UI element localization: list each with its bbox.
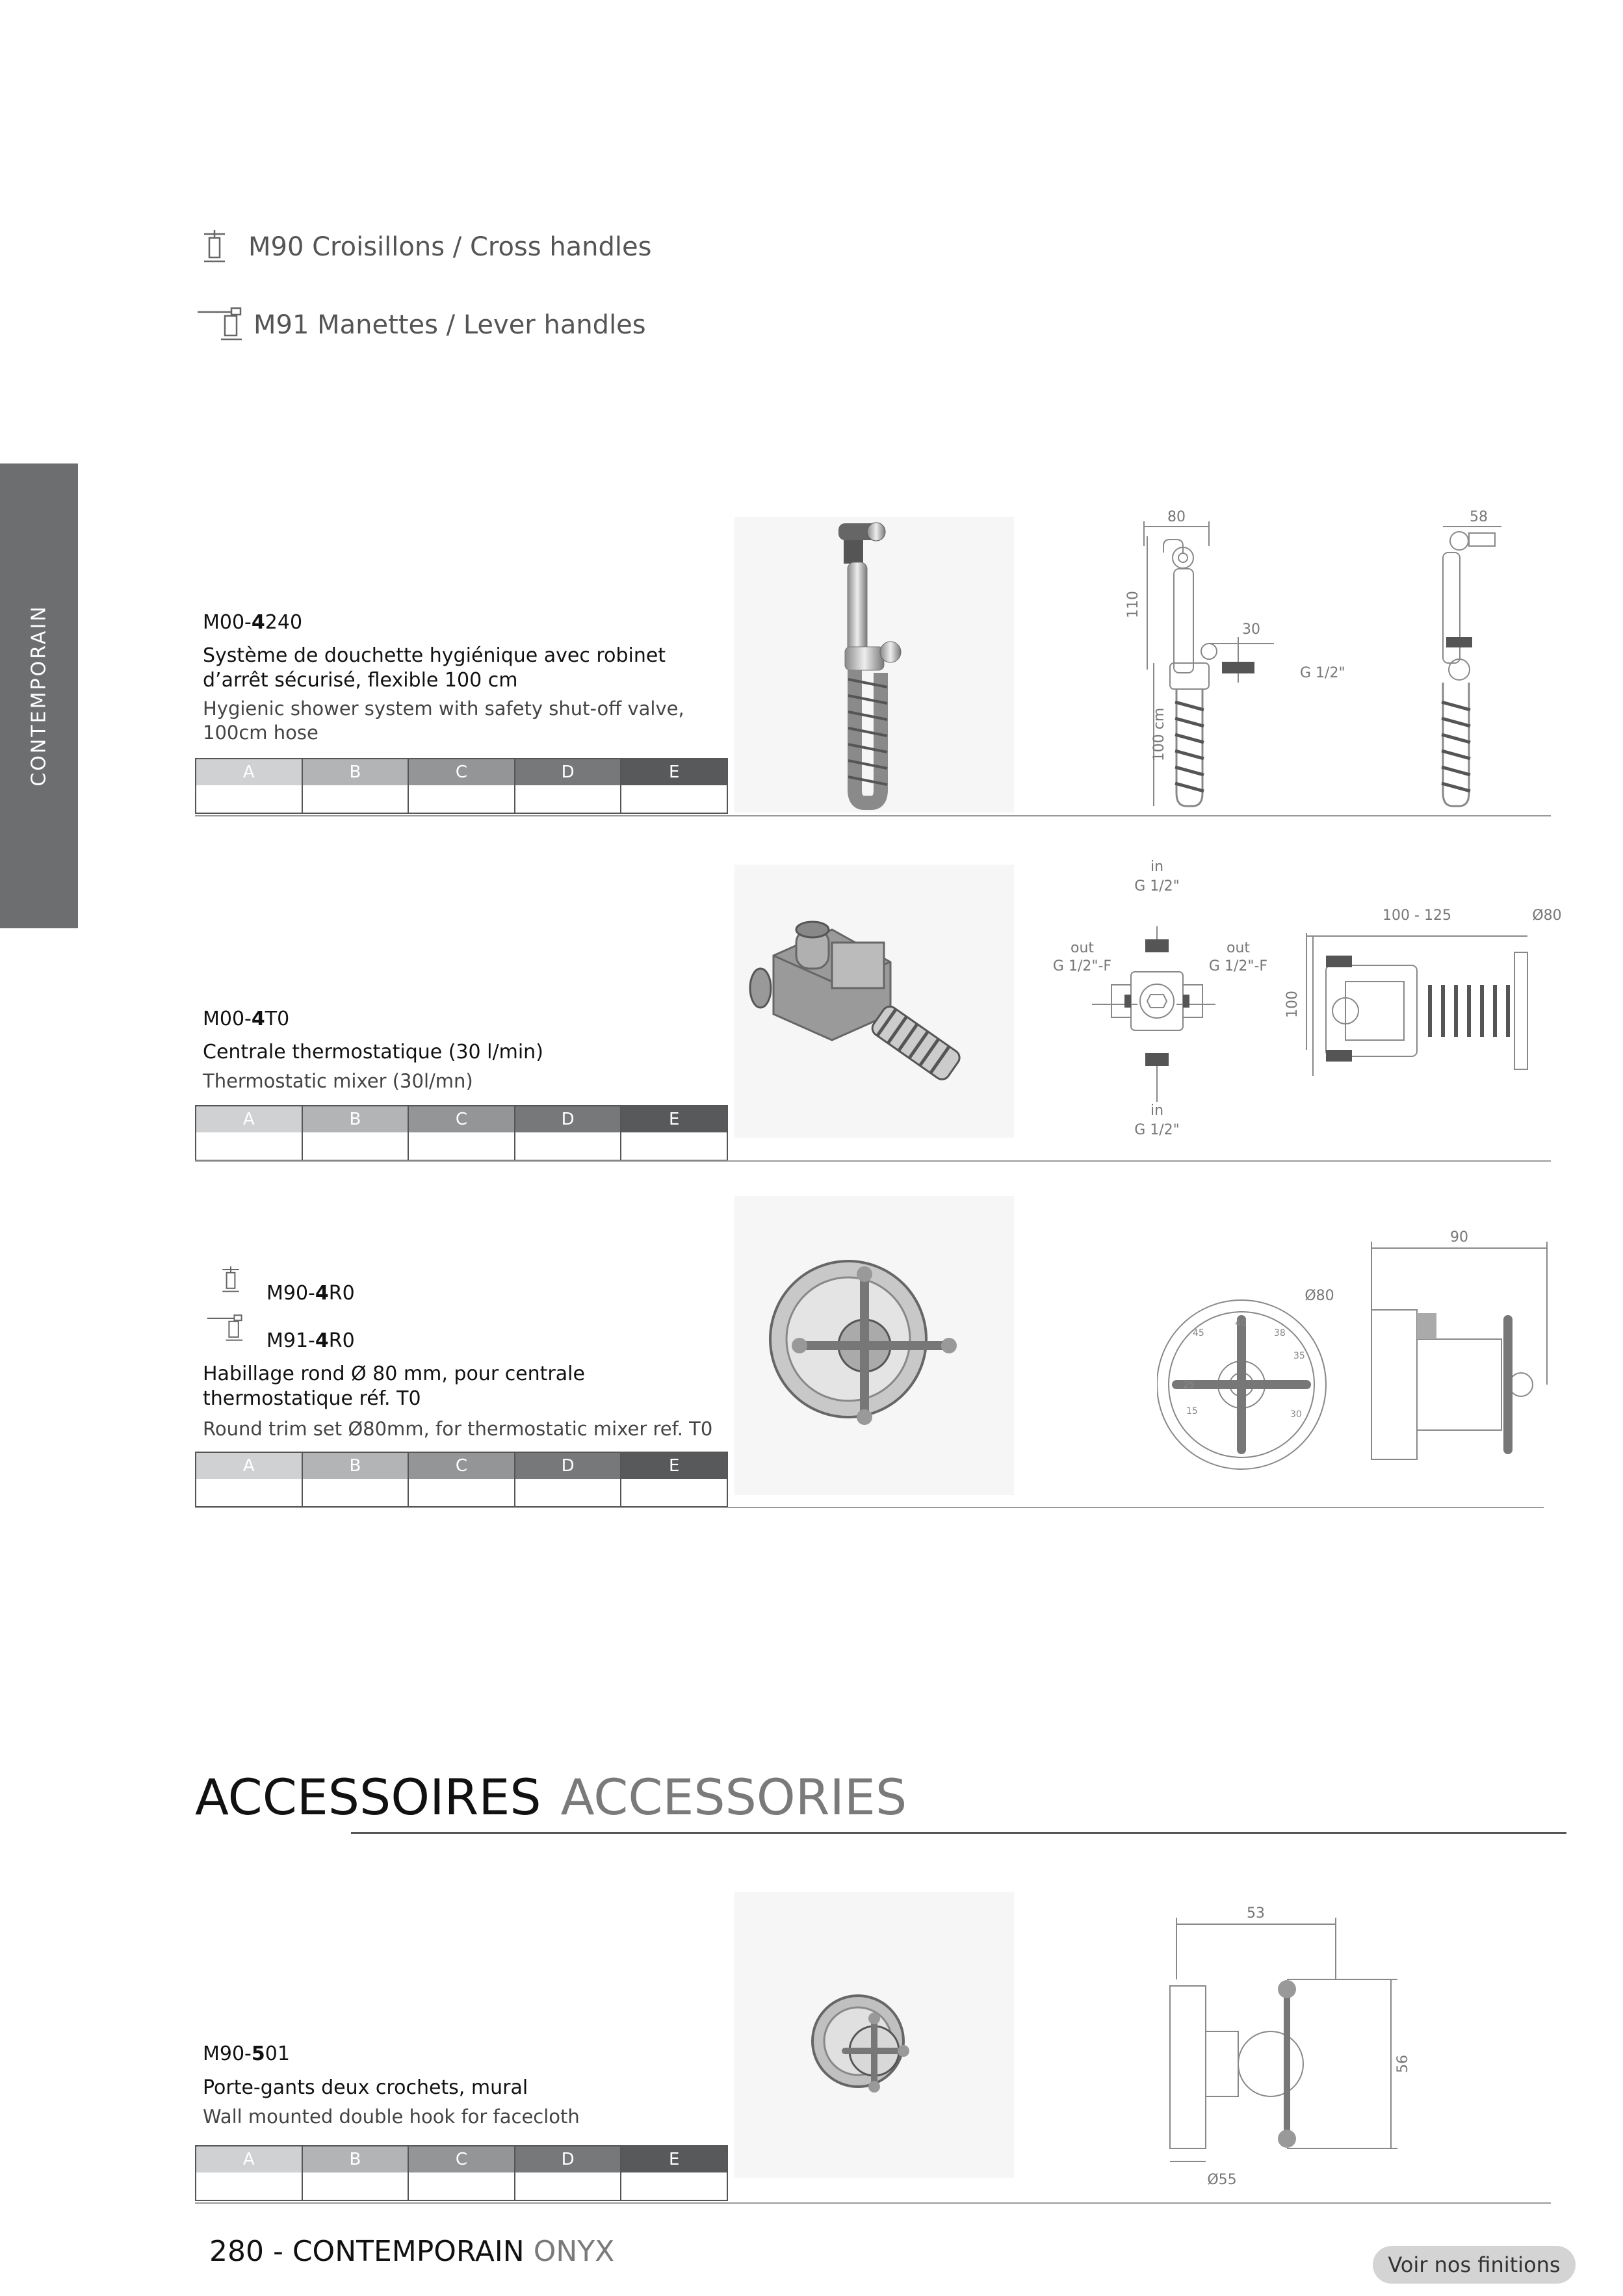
finish-cell[interactable]: A [196,1453,303,1506]
svg-text:Ø80: Ø80 [1532,907,1562,924]
svg-text:G 1/2": G 1/2" [1134,878,1180,894]
svg-text:15: 15 [1186,1406,1198,1416]
finish-cell[interactable]: A [196,1106,303,1160]
page-number: 280 - CONTEMPORAIN [209,2235,525,2268]
svg-text:in: in [1150,1102,1164,1119]
finish-cell[interactable]: C [409,759,515,813]
product-description-en: Hygienic shower system with safety shut-off valve, 100cm hose [203,698,684,744]
finish-table [195,758,728,814]
svg-text:25: 25 [1183,1380,1195,1390]
finish-table [195,1105,728,1161]
finish-table [195,2145,728,2201]
finish-cell[interactable]: D [515,1106,622,1160]
svg-text:45: 45 [1193,1328,1204,1338]
legend-cross-handles [195,228,652,267]
svg-text:100: 100 [1284,991,1301,1018]
finish-cell[interactable]: C [409,1106,515,1160]
product-ref: M00-4240 [203,611,303,634]
section-rule [351,1832,1566,1834]
product-ref: M90-501 [203,2042,290,2065]
section-title: ACCESSOIRES ACCESSORIES [195,1768,907,1826]
finish-cell[interactable]: D [515,2146,622,2200]
page-footer [209,2235,614,2268]
svg-text:53: 53 [1247,1905,1265,1922]
product-photo [734,865,1014,1138]
svg-text:in: in [1150,859,1164,875]
svg-text:56: 56 [1395,2055,1411,2073]
side-tab [0,463,78,928]
side-tab-label: CONTEMPORAIN [27,605,51,787]
technical-drawing [1157,1222,1560,1482]
svg-text:30: 30 [1290,1409,1302,1420]
product-ref-2: M91-4R0 [266,1329,355,1352]
separator [195,1507,1544,1508]
product-description-fr: Système de douchette hygiénique avec robinet d’arrêt sécurisé, flexible 100 cm [203,644,666,692]
legend-label: M91 Manettes / Lever handles [253,310,646,340]
svg-text:out: out [1226,940,1251,956]
finish-cell[interactable]: A [196,2146,303,2200]
finish-cell[interactable]: D [515,759,622,813]
separator [195,815,1551,816]
product-description-en: Round trim set Ø80mm, for thermostatic mixer ref. T0 [203,1418,713,1440]
svg-text:58: 58 [1470,509,1488,525]
svg-text:38: 38 [1274,1328,1286,1338]
finish-cell[interactable]: A [196,759,303,813]
cross-handle-icon [214,1264,247,1296]
svg-text:110: 110 [1125,591,1141,618]
svg-text:G 1/2": G 1/2" [1300,665,1345,681]
svg-text:G 1/2": G 1/2" [1134,1122,1180,1138]
finish-cell[interactable]: C [409,2146,515,2200]
svg-text:Ø55: Ø55 [1207,2172,1237,2188]
product-description-en: Thermostatic mixer (30l/mn) [203,1070,473,1092]
product-description-fr: Porte-gants deux crochets, mural [203,2076,528,2099]
svg-text:G 1/2"-F: G 1/2"-F [1052,958,1112,974]
finish-cell[interactable]: E [621,2146,727,2200]
finish-table [195,1452,728,1507]
collection-name: ONYX [533,2235,615,2268]
view-finishes-button[interactable]: Voir nos finitions [1373,2246,1576,2284]
legend-label: M90 Croisillons / Cross handles [248,232,652,262]
technical-drawing [1105,507,1579,813]
product-description-en: Wall mounted double hook for facecloth [203,2106,580,2128]
lever-handle-icon [195,306,251,345]
product-ref: M90-4R0 [266,1282,355,1305]
finish-cell[interactable]: E [621,759,727,813]
legend-lever-handles [195,306,646,345]
separator [195,1160,1551,1162]
cross-handle-icon [195,228,234,267]
technical-drawing [1040,855,1579,1154]
product-description-fr: Centrale thermostatique (30 l/min) [203,1041,543,1063]
finish-cell[interactable]: B [303,2146,409,2200]
finish-cell[interactable]: B [303,1453,409,1506]
finish-cell[interactable]: D [515,1453,622,1506]
svg-text:30: 30 [1242,621,1260,638]
lever-handle-icon [205,1313,250,1344]
svg-text:40: 40 [1235,1318,1247,1329]
svg-text:35: 35 [1293,1351,1305,1361]
svg-text:out: out [1070,940,1095,956]
product-photo [734,1892,1014,2178]
finish-cell[interactable]: E [621,1106,727,1160]
finish-cell[interactable]: B [303,759,409,813]
product-description-fr: Habillage rond Ø 80 mm, pour centrale thermostatique réf. T0 [203,1363,585,1410]
finish-cell[interactable]: E [621,1453,727,1506]
svg-text:Ø80: Ø80 [1305,1288,1334,1304]
separator [195,2202,1551,2204]
product-photo [734,1196,1014,1495]
finish-cell[interactable]: B [303,1106,409,1160]
svg-text:100 - 125: 100 - 125 [1383,907,1451,924]
svg-text:100 cm: 100 cm [1151,707,1167,762]
svg-text:G 1/2"-F: G 1/2"-F [1208,958,1268,974]
svg-text:90: 90 [1450,1229,1468,1246]
technical-drawing [1157,1895,1430,2194]
finish-cell[interactable]: C [409,1453,515,1506]
product-photo [734,517,1014,813]
product-ref: M00-4T0 [203,1008,290,1030]
svg-text:80: 80 [1167,509,1186,525]
